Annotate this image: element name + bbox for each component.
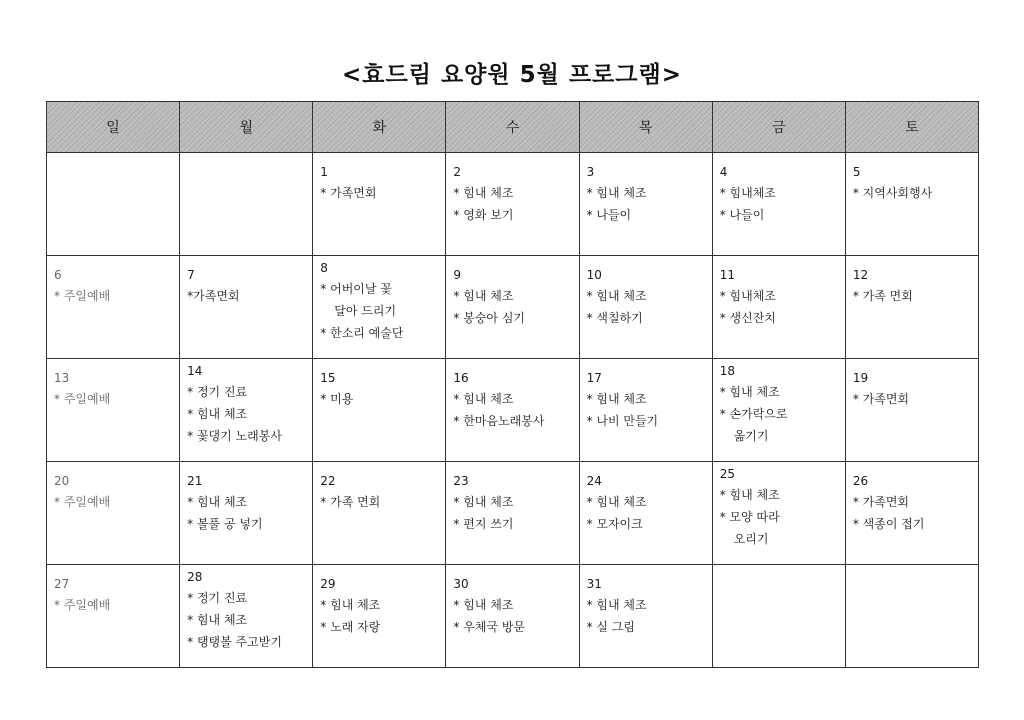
event-item: * 생신잔치 — [719, 311, 776, 325]
day-number: 3 — [586, 165, 595, 179]
event-item: * 나들이 — [719, 208, 765, 222]
day-number: 4 — [719, 165, 728, 179]
day-cell-content — [846, 256, 978, 307]
event-item: * 가족면회 — [852, 495, 910, 509]
calendar-day-cell — [180, 153, 313, 256]
day-cell-content — [446, 359, 578, 432]
day-cell-content — [47, 359, 179, 410]
event-item: 옮기기 — [733, 429, 769, 443]
calendar-day-cell — [313, 359, 446, 462]
day-cell-content — [446, 462, 578, 535]
event-item: * 힘내 체조 — [453, 392, 514, 406]
weekday-header-sun: 일 — [47, 102, 180, 153]
weekday-header-thu: 목 — [579, 102, 712, 153]
event-item: * 봉숭아 심기 — [453, 311, 526, 325]
event-item: * 주일예배 — [54, 598, 111, 612]
day-cell-content — [47, 153, 179, 162]
day-number: 22 — [320, 474, 336, 488]
event-item: * 가족 면회 — [320, 495, 381, 509]
day-number: 5 — [852, 165, 861, 179]
day-cell-content — [180, 462, 312, 535]
calendar-week-row — [47, 462, 979, 565]
day-number: 9 — [453, 268, 462, 282]
event-item: * 어버이날 꽃 — [320, 282, 392, 296]
event-item: *가족면회 — [187, 289, 240, 303]
event-item: * 노래 자랑 — [320, 620, 381, 634]
day-number: 19 — [852, 371, 869, 385]
event-item: * 힘내 체조 — [586, 495, 647, 509]
day-number: 31 — [586, 577, 602, 591]
day-number: 28 — [187, 570, 203, 584]
weekday-header-sat: 토 — [845, 102, 978, 153]
event-item: * 힘내 체조 — [719, 385, 780, 399]
day-cell-content — [713, 462, 845, 550]
day-number: 17 — [586, 371, 602, 385]
calendar-day-cell — [845, 462, 978, 565]
day-number: 2 — [453, 165, 462, 179]
event-item: * 힘내 체조 — [453, 289, 514, 303]
day-cell-content — [313, 359, 445, 410]
event-item: 오리기 — [733, 532, 769, 546]
weekday-header-wed: 수 — [446, 102, 579, 153]
day-cell-content — [446, 565, 578, 638]
day-number: 29 — [320, 577, 336, 591]
calendar-day-cell — [712, 462, 845, 565]
event-item: * 힘내 체조 — [320, 598, 381, 612]
event-item: * 편지 쓰기 — [453, 517, 514, 531]
day-cell-content — [580, 462, 712, 535]
event-item: * 주일예배 — [54, 495, 111, 509]
event-item: * 힘내 체조 — [187, 495, 248, 509]
calendar-week-row — [47, 256, 979, 359]
event-item: * 색칠하기 — [586, 311, 643, 325]
calendar-day-cell — [446, 256, 579, 359]
day-cell-content — [47, 256, 179, 307]
calendar-day-cell — [446, 359, 579, 462]
day-number: 25 — [719, 467, 735, 481]
calendar-week-row — [47, 565, 979, 668]
calendar-day-cell — [712, 153, 845, 256]
event-item: * 힘내 체조 — [453, 598, 514, 612]
day-number: 18 — [719, 364, 735, 378]
event-item: * 주일예배 — [54, 392, 111, 406]
day-cell-content — [580, 153, 712, 226]
day-number: 21 — [187, 474, 203, 488]
event-item: * 가족 면회 — [852, 289, 913, 303]
event-item: * 우체국 방문 — [453, 620, 526, 634]
calendar-day-cell — [180, 462, 313, 565]
calendar-day-cell — [47, 565, 180, 668]
calendar-day-cell — [180, 565, 313, 668]
calendar-day-cell — [712, 359, 845, 462]
event-item: 달아 드리기 — [334, 304, 397, 318]
day-cell-content — [180, 359, 312, 447]
calendar-day-cell — [446, 565, 579, 668]
calendar-day-cell — [579, 565, 712, 668]
day-cell-content — [313, 462, 445, 513]
day-number: 10 — [586, 268, 602, 282]
event-item: * 힘내 체조 — [586, 186, 647, 200]
event-item: * 모자이크 — [586, 517, 643, 531]
calendar-day-cell — [47, 462, 180, 565]
calendar-day-cell — [313, 565, 446, 668]
calendar-day-cell — [579, 256, 712, 359]
event-item: * 나비 만들기 — [586, 414, 659, 428]
day-cell-content — [180, 153, 312, 162]
calendar-week-row — [47, 153, 979, 256]
day-cell-content — [180, 256, 312, 307]
day-cell-content — [47, 565, 179, 616]
day-cell-content — [846, 462, 978, 535]
calendar-day-cell — [845, 359, 978, 462]
calendar-day-cell — [845, 256, 978, 359]
calendar-day-cell — [712, 565, 845, 668]
event-item: * 나들이 — [586, 208, 632, 222]
day-number: 8 — [320, 261, 328, 275]
calendar-week-row — [47, 359, 979, 462]
day-number: 20 — [54, 474, 70, 488]
event-item: * 주일예배 — [54, 289, 111, 303]
event-item: * 힘내 체조 — [187, 407, 248, 421]
day-cell-content — [446, 153, 578, 226]
calendar-day-cell — [47, 153, 180, 256]
calendar-day-cell — [47, 359, 180, 462]
calendar-day-cell — [446, 462, 579, 565]
day-cell-content — [580, 359, 712, 432]
day-cell-content — [313, 256, 445, 344]
calendar-day-cell — [579, 153, 712, 256]
calendar-day-cell — [579, 359, 712, 462]
day-number: 14 — [187, 364, 203, 378]
day-number: 11 — [719, 268, 735, 282]
day-number: 24 — [586, 474, 602, 488]
day-number: 27 — [54, 577, 70, 591]
event-item: * 힘내 체조 — [453, 186, 514, 200]
calendar-day-cell — [180, 359, 313, 462]
day-cell-content — [47, 462, 179, 513]
calendar-day-cell — [180, 256, 313, 359]
day-cell-content — [846, 153, 978, 204]
event-item: * 한마음노래봉사 — [453, 414, 545, 428]
day-number: 7 — [187, 268, 195, 282]
day-number: 6 — [54, 268, 62, 282]
calendar-day-cell — [845, 565, 978, 668]
event-item: * 힘내 체조 — [187, 613, 248, 627]
calendar-day-cell — [313, 153, 446, 256]
calendar-day-cell — [579, 462, 712, 565]
day-cell-content — [313, 153, 445, 204]
day-cell-content — [713, 565, 845, 574]
event-item: * 가족면회 — [320, 186, 377, 200]
event-item: * 힘내 체조 — [586, 392, 647, 406]
day-cell-content — [580, 256, 712, 329]
event-item: * 손가락으로 — [719, 407, 788, 421]
event-item: * 지역사회행사 — [852, 186, 933, 200]
event-item: * 힘내 체조 — [586, 289, 647, 303]
calendar-day-cell — [313, 462, 446, 565]
event-item: * 힘내체조 — [719, 289, 776, 303]
event-item: * 볼풀 공 넣기 — [187, 517, 263, 531]
event-item: * 탱탱볼 주고받기 — [187, 635, 282, 649]
event-item: * 실 그림 — [586, 620, 635, 634]
calendar-table — [46, 101, 979, 668]
calendar-day-cell — [313, 256, 446, 359]
day-number: 15 — [320, 371, 336, 385]
weekday-header-fri: 금 — [712, 102, 845, 153]
day-cell-content — [446, 256, 578, 329]
day-cell-content — [313, 565, 445, 638]
day-number: 1 — [320, 165, 328, 179]
event-item: * 힘내 체조 — [719, 488, 780, 502]
event-item: * 한소리 예술단 — [320, 326, 404, 340]
day-number: 12 — [852, 268, 869, 282]
event-item: * 힘내 체조 — [586, 598, 647, 612]
day-number: 13 — [54, 371, 70, 385]
event-item: * 미용 — [320, 392, 354, 406]
day-cell-content — [713, 256, 845, 329]
day-number: 30 — [453, 577, 469, 591]
day-cell-content — [180, 565, 312, 653]
event-item: * 모양 따라 — [719, 510, 780, 524]
weekday-header-row — [47, 102, 979, 153]
calendar-body — [47, 153, 979, 668]
day-number: 23 — [453, 474, 469, 488]
event-item: * 정기 진료 — [187, 591, 248, 605]
day-cell-content — [846, 359, 978, 410]
event-item: * 꽃댕기 노래봉사 — [187, 429, 282, 443]
calendar-day-cell — [446, 153, 579, 256]
day-number: 26 — [852, 474, 869, 488]
day-cell-content — [713, 153, 845, 226]
weekday-header-mon: 월 — [180, 102, 313, 153]
event-item: * 정기 진료 — [187, 385, 248, 399]
event-item: * 힘내체조 — [719, 186, 776, 200]
calendar-day-cell — [712, 256, 845, 359]
weekday-header-tue: 화 — [313, 102, 446, 153]
day-cell-content — [713, 359, 845, 447]
event-item: * 영화 보기 — [453, 208, 514, 222]
day-cell-content — [580, 565, 712, 638]
day-number: 16 — [453, 371, 469, 385]
page-title: <효드림 요양원 5월 프로그램> — [342, 62, 682, 88]
calendar-day-cell — [845, 153, 978, 256]
event-item: * 색종이 접기 — [852, 517, 925, 531]
day-cell-content — [846, 565, 978, 574]
event-item: * 가족면회 — [852, 392, 910, 406]
event-item: * 힘내 체조 — [453, 495, 514, 509]
calendar-day-cell — [47, 256, 180, 359]
